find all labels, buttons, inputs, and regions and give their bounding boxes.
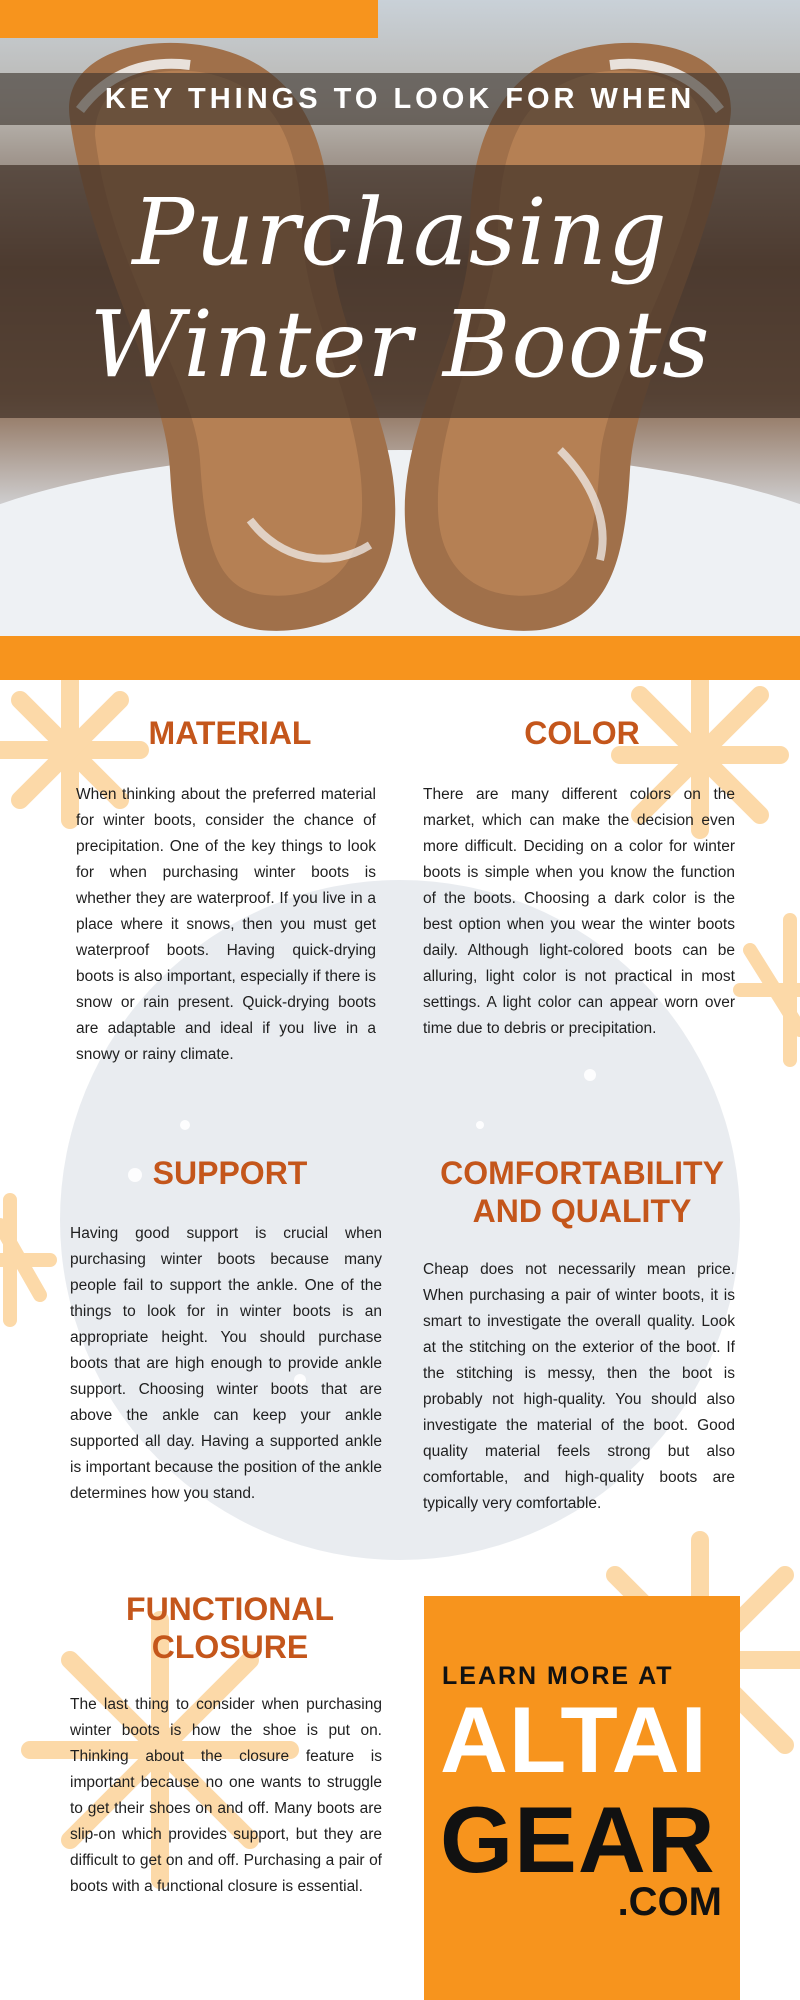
snowflake-icon	[740, 920, 800, 1060]
hero-title-line-1: Purchasing	[132, 179, 668, 286]
section-heading-functional-closure-line-1: FUNCTIONAL	[126, 1591, 334, 1627]
section-heading-functional-closure-line-2: CLOSURE	[151, 1629, 309, 1665]
section-heading-comfortability-line-1: COMFORTABILITY	[440, 1155, 724, 1191]
cta-learn-more[interactable]: LEARN MORE AT	[442, 1662, 674, 1690]
section-body-comfortability: Cheap does not necessarily mean price. When purchasing a pair of winter boots, it is smart to investigate the overall quality. Look at the stitching on the exterior of the boot. If the stitching is messy, then the boot is probably not high-quality. You should also investigate the material of the boot. Good quality material feels strong but also comfortable, and high-quality boots are typically very comfortable.	[423, 1261, 735, 1512]
top-accent-stripe	[0, 0, 378, 38]
snowflake-icon	[0, 1200, 50, 1320]
section-body-material: When thinking about the preferred material for winter boots, consider the chance of precipitation. One of the key things to look for when purchasing winter boots is whether they are waterproof. If you live in a place where it snows, then you must get waterproof boots. Having quick-drying boots is also important, especially if there is snow or rain present. Quick-drying boots are adaptable and ideal if you live in a snowy or rainy climate.	[76, 786, 376, 1063]
section-body-functional-closure: The last thing to consider when purchasing winter boots is how the shoe is put on. Thinking about the closure feature is important because no one wants to struggle to get their shoes on and off. Many boots are slip-on which provides support, but they are difficult to get on and off. Purchasing a pair of boots with a functional closure is essential.	[70, 1696, 382, 1895]
hero-title-line-2: Winter Boots	[89, 291, 711, 398]
section-body-support: Having good support is crucial when purchasing winter boots because many people fail to support the ankle. One of the things to look for in winter boots is an appropriate height. You should purchase boots that are high enough to provide ankle support. Choosing winter boots that are above the ankle can keep your ankle supported all day. Having a supported ankle is important because the position of the ankle determines how you stand.	[70, 1225, 382, 1502]
cta-brand-altai[interactable]: ALTAI	[440, 1687, 708, 1792]
section-heading-color: COLOR	[524, 715, 640, 751]
section-body-color: There are many different colors on the market, which can make the decision even more difficult. Deciding on a color for winter boots is simple when you know the function of the boots. Choosing a dark color is the best option when you wear the winter boots daily. Although light-colored boots can be alluring, light color is not practical in most settings. A light color can appear worn over time due to debris or precipitation.	[423, 786, 735, 1037]
cta-brand-gear[interactable]: GEAR	[440, 1787, 716, 1892]
cta-domain-suffix[interactable]: .COM	[617, 1880, 722, 1924]
section-divider-bar	[0, 636, 800, 680]
hero-kicker: KEY THINGS TO LOOK FOR WHEN	[104, 83, 696, 115]
section-heading-comfortability-line-2: AND QUALITY	[472, 1193, 692, 1229]
section-heading-material: MATERIAL	[148, 715, 312, 751]
section-heading-support: SUPPORT	[152, 1155, 308, 1191]
